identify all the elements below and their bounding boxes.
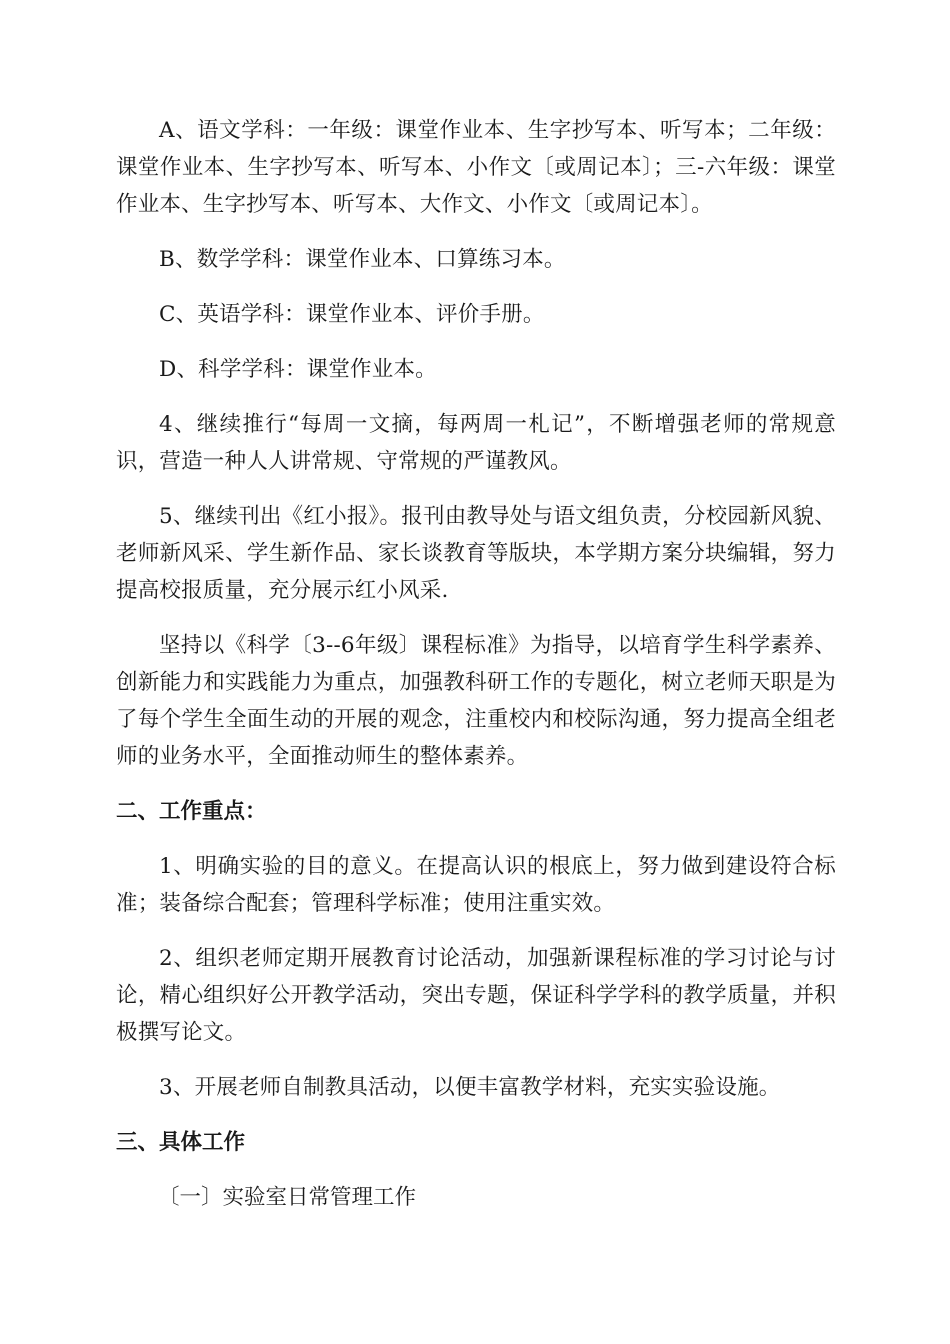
paragraph-english-subject: C、英语学科：课堂作业本、评价手册。 [159,302,545,327]
work-focus-item-1: 1、明确实验的目的意义。在提高认识的根底上，努力做到建设符合标准；装备综合配套；管理科学标准；使用注重实效。 [116,854,836,916]
work-focus-item-2: 2、组织老师定期开展教育讨论活动，加强新课程标准的学习讨论与讨论，精心组织好公开教学活动，突出专题，保证科学学科的教学质量，并积极撰写论文。 [116,946,836,1045]
section-heading-specific-work: 三、具体工作 [116,1130,246,1155]
work-focus-item-3: 3、开展老师自制教具活动，以便丰富教学材料，充实实验设施。 [159,1075,781,1100]
paragraph-chinese-subject: A、语文学科：一年级：课堂作业本、生字抄写本、听写本；二年级：课堂作业本、生字抄写本、听写本、小作文〔或周记本〕；三-六年级：课堂作业本、生字抄写本、听写本、大作文、小作文〔或周记本〕。 [116,118,836,217]
paragraph-item-4: 4、继续推行“每周一文摘，每两周一札记”，不断增强老师的常规意识，营造一种人人讲常规、守常规的严谨教风。 [116,412,836,474]
paragraph-science-subject: D、科学学科：课堂作业本。 [159,357,437,382]
paragraph-math-subject: B、数学学科：课堂作业本、口算练习本。 [159,247,566,272]
paragraph-item-5: 5、继续刊出《红小报》。报刊由教导处与语文组负责，分校园新风貌、老师新风采、学生新作品、家长谈教育等版块，本学期方案分块编辑，努力提高校报质量，充分展示红小风采. [116,504,836,603]
subsection-lab-management: 〔一〕实验室日常管理工作 [158,1185,417,1210]
section-heading-work-focus: 二、工作重点： [116,799,267,824]
document-page [116,112,836,1216]
paragraph-guideline: 坚持以《科学〔3--6年级〕课程标准》为指导，以培育学生科学素养、创新能力和实践能力为重点，加强教科研工作的专题化，树立老师天职是为了每个学生全面生动的开展的观念，注重校内和校际沟通，努力提高全组老师的业务水平，全面推动师生的整体素养。 [116,633,836,769]
